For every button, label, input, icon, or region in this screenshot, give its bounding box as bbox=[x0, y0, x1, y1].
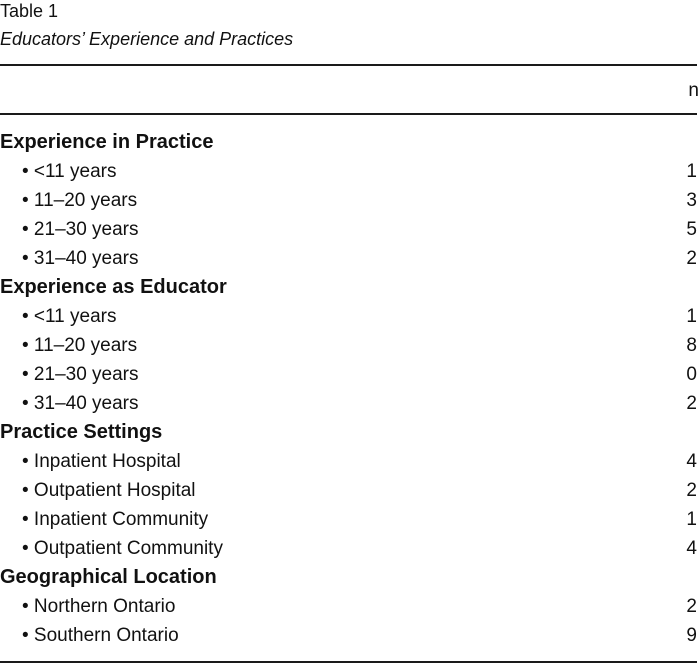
table-row bbox=[0, 157, 697, 186]
row-label: • <11 years bbox=[22, 306, 117, 327]
table-body bbox=[0, 128, 697, 650]
table-row bbox=[0, 476, 697, 505]
row-label: • Outpatient Community bbox=[22, 538, 223, 559]
row-value: 9 bbox=[686, 625, 697, 646]
row-label: • 21–30 years bbox=[22, 364, 139, 385]
row-value: 0 bbox=[686, 364, 697, 385]
row-value: 5 bbox=[686, 219, 697, 240]
table-row bbox=[0, 592, 697, 621]
row-label: • 21–30 years bbox=[22, 219, 139, 240]
column-header-n: n bbox=[688, 80, 699, 101]
table-row bbox=[0, 331, 697, 360]
table-row bbox=[0, 534, 697, 563]
row-label: • Inpatient Hospital bbox=[22, 451, 181, 472]
row-label: • 31–40 years bbox=[22, 248, 139, 269]
row-label: • 11–20 years bbox=[22, 335, 138, 356]
row-value: 2 bbox=[686, 248, 697, 269]
table-row bbox=[0, 244, 697, 273]
row-value: 2 bbox=[686, 393, 697, 414]
row-value: 1 bbox=[686, 509, 697, 530]
table-row bbox=[0, 621, 697, 650]
table-row bbox=[0, 302, 697, 331]
table-row bbox=[0, 215, 697, 244]
row-label: • 11–20 years bbox=[22, 190, 138, 211]
row-value: 1 bbox=[686, 306, 697, 327]
section-title: Experience in Practice bbox=[0, 131, 214, 153]
row-label: • Southern Ontario bbox=[22, 625, 179, 646]
table-row bbox=[0, 186, 697, 215]
table-number: Table 1 bbox=[0, 1, 59, 21]
table-row bbox=[0, 505, 697, 534]
row-label: • <11 years bbox=[22, 161, 117, 182]
row-value: 1 bbox=[686, 161, 697, 182]
row-value: 4 bbox=[686, 538, 697, 559]
table-row bbox=[0, 389, 697, 418]
row-label: • Outpatient Hospital bbox=[22, 480, 196, 501]
section-title: Geographical Location bbox=[0, 566, 217, 588]
section-header-row bbox=[0, 418, 697, 447]
table-row bbox=[0, 360, 697, 389]
bottom-rule bbox=[0, 661, 697, 663]
table-title: Educators’ Experience and Practices bbox=[0, 29, 294, 49]
top-rule bbox=[0, 64, 697, 66]
row-value: 2 bbox=[686, 596, 697, 617]
table-row bbox=[0, 447, 697, 476]
section-header-row bbox=[0, 128, 697, 157]
row-label: • Inpatient Community bbox=[22, 509, 209, 530]
section-title: Experience as Educator bbox=[0, 276, 227, 298]
row-label: • 31–40 years bbox=[22, 393, 139, 414]
row-label: • Northern Ontario bbox=[22, 596, 176, 617]
table-header-row bbox=[0, 78, 697, 104]
row-value: 2 bbox=[686, 480, 697, 501]
section-title: Practice Settings bbox=[0, 421, 163, 443]
row-value: 4 bbox=[686, 451, 697, 472]
row-value: 3 bbox=[686, 190, 697, 211]
header-rule bbox=[0, 113, 697, 115]
section-header-row bbox=[0, 273, 697, 302]
row-value: 8 bbox=[686, 335, 697, 356]
section-header-row bbox=[0, 563, 697, 592]
